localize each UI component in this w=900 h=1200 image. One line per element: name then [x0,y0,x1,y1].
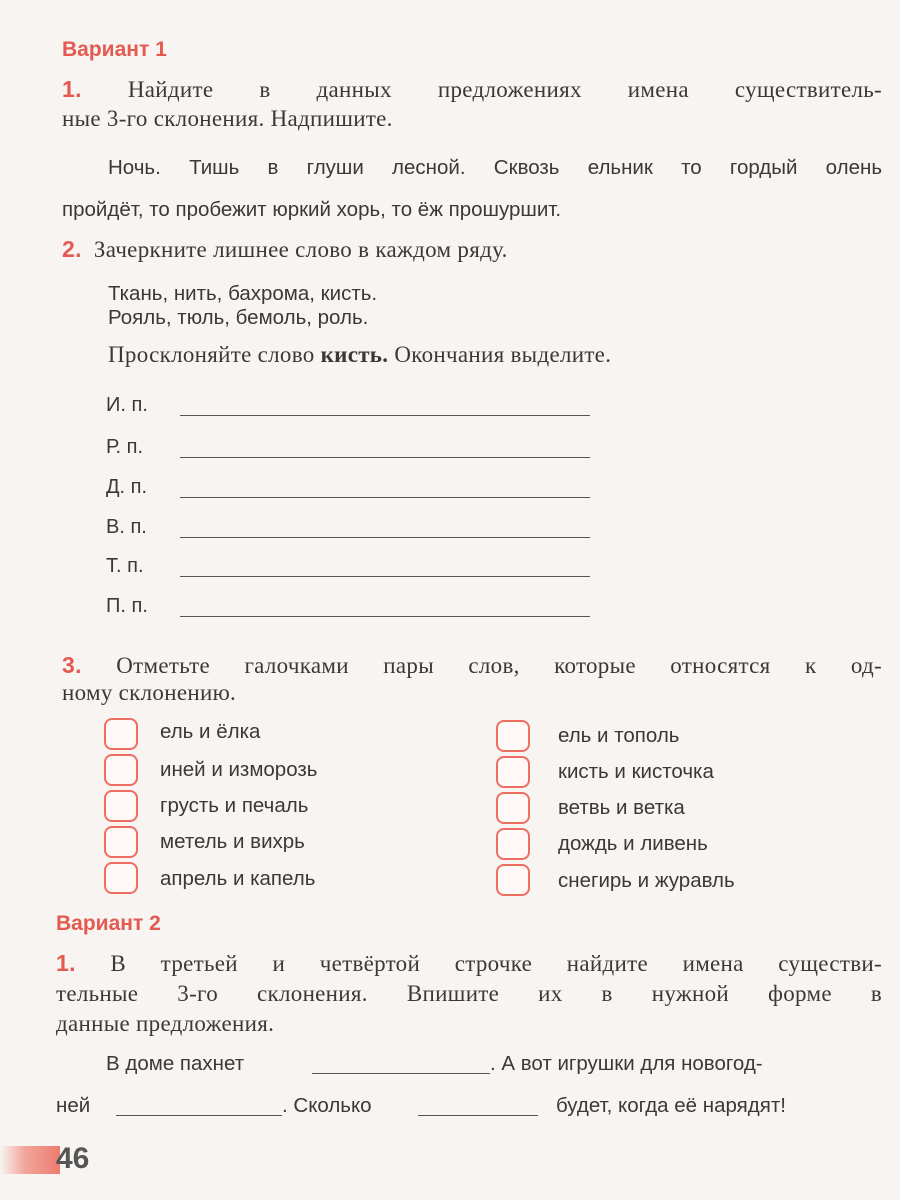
answer-line[interactable] [180,457,590,458]
decline-word: кисть. [320,342,389,367]
answer-line[interactable] [312,1073,490,1074]
option-label: грусть и печаль [160,794,309,817]
variant1-title: Вариант 1 [62,38,167,61]
page-number: 46 [56,1142,90,1175]
task-number: 3. [62,652,82,678]
case-label: Д. п. [106,476,148,498]
v1-task1-text-line1: Ночь. Тишь в глуши лесной. Сквозь ельник то гордый олень [108,156,882,179]
instruction-line: Найдите в данных предложениях имена существитель- [127,77,882,102]
checkbox[interactable] [104,790,138,822]
decline-instruction: Просклоняйте слово кисть. Окончания выделите. [108,342,612,367]
option-label: ветвь и ветка [558,796,685,819]
case-label: В. п. [106,516,147,538]
checkbox[interactable] [496,828,530,860]
word-row: Рояль, тюль, бемоль, роль. [108,306,369,329]
option-label: метель и вихрь [160,830,305,853]
sentence-text: . А вот игрушки для новогод- [490,1052,763,1075]
checkbox[interactable] [496,756,530,788]
word-row: Ткань, нить, бахрома, кисть. [108,282,378,305]
answer-line[interactable] [180,415,590,416]
checkbox[interactable] [104,862,138,894]
sentence-text: В доме пахнет [106,1052,245,1075]
v1-task3-instruction: 3. Отметьте галочками пары слов, которые относятся к од- ному склонению. [62,652,882,705]
checkbox[interactable] [496,864,530,896]
v1-task1-text-line2: пройдёт, то пробежит юркий хорь, то ёж прошуршит. [62,198,562,221]
instruction-text: Зачеркните лишнее слово в каждом ряду. [93,237,508,262]
option-label: иней и изморозь [160,758,318,781]
answer-line[interactable] [116,1115,282,1116]
option-label: кисть и кисточка [558,760,714,783]
answer-line[interactable] [180,576,590,577]
answer-line[interactable] [180,616,590,617]
option-label: апрель и капель [160,867,316,890]
option-label: снегирь и журавль [558,869,735,892]
answer-line[interactable] [180,537,590,538]
task-number: 1. [56,950,76,976]
answer-line[interactable] [418,1115,538,1116]
sentence-text: . Сколько [282,1094,372,1117]
v1-task2-instruction [62,236,508,263]
checkbox[interactable] [496,792,530,824]
task-number: 2. [62,236,82,262]
page-number-bar [0,1146,60,1174]
case-label: Р. п. [106,436,144,458]
checkbox[interactable] [104,754,138,786]
sentence-text: будет, когда её нарядят! [556,1094,786,1117]
v1-task1-instruction [62,76,882,136]
task-number: 1. [62,76,82,102]
option-label: дождь и ливень [558,832,708,855]
checkbox[interactable] [104,826,138,858]
variant2-title: Вариант 2 [56,912,161,935]
checkbox[interactable] [496,720,530,752]
option-label: ель и ёлка [160,720,261,743]
case-label: П. п. [106,595,148,617]
instruction-line: ные 3-го склонения. Надпишите. [62,106,393,131]
v2-task1-instruction: 1. В третьей и четвёртой строчке найдите имена существи- тельные 3-го склонения. Впишите их в нужной форме в данные предложения. [56,950,882,1036]
case-label: Т. п. [106,555,144,577]
sentence-text: ней [56,1094,91,1117]
option-label: ель и тополь [558,724,680,747]
answer-line[interactable] [180,497,590,498]
checkbox[interactable] [104,718,138,750]
case-label: И. п. [106,394,148,416]
